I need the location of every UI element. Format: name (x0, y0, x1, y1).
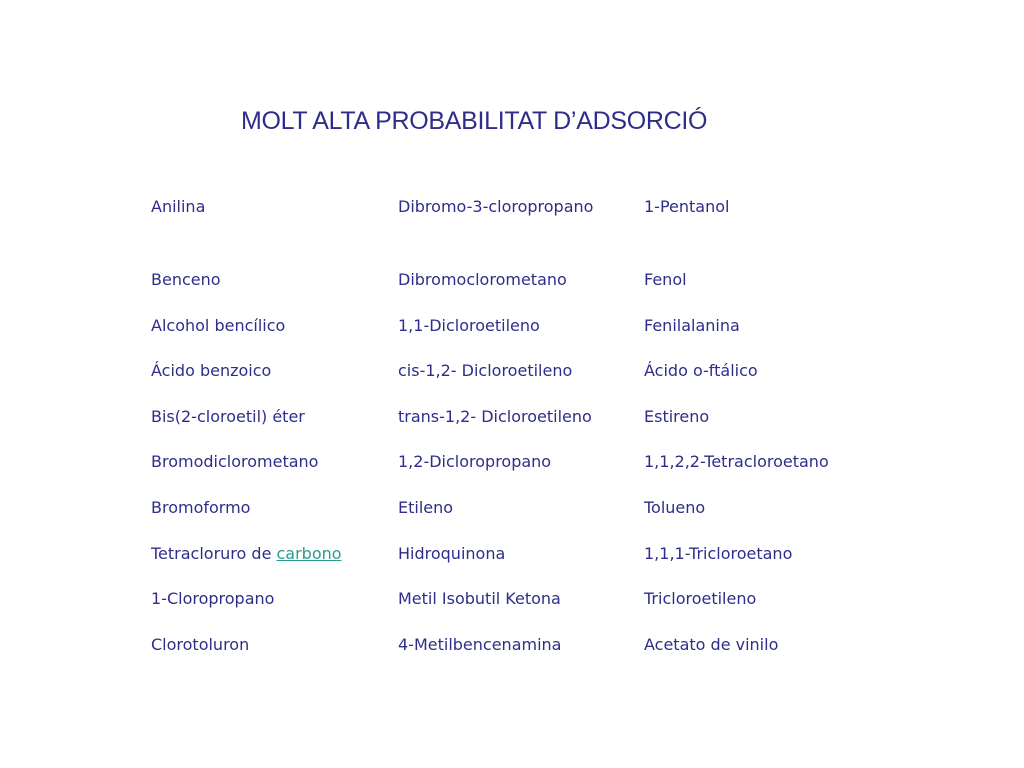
list-item (398, 590, 593, 636)
list-item (151, 636, 342, 682)
compound-name: Hidroquinona (398, 543, 506, 563)
list-item (398, 271, 593, 317)
list-item (398, 408, 593, 454)
list-item (151, 408, 342, 454)
column-3 (644, 198, 829, 681)
list-item (151, 317, 342, 363)
compound-name: 1,1,1-Tricloroetano (644, 543, 793, 563)
compound-name: Bis(2-cloroetil) éter (151, 406, 305, 426)
list-item (644, 636, 829, 682)
compound-name: Etileno (398, 497, 454, 517)
compound-name: Fenilalanina (644, 315, 740, 335)
compound-name: 1-Pentanol (644, 197, 730, 216)
list-item (398, 198, 593, 271)
list-item (398, 636, 593, 682)
compound-name: Tetracloruro de (151, 543, 277, 563)
compound-name: Estireno (644, 406, 710, 426)
compound-name: cis-1,2- Dicloroetileno (398, 361, 573, 381)
list-item (644, 545, 829, 591)
compound-name: 1,1-Dicloroetileno (398, 315, 540, 335)
list-item (644, 453, 829, 499)
carbono-link[interactable]: carbono (276, 543, 342, 563)
list-item (644, 590, 829, 636)
list-item (151, 590, 342, 636)
list-item (151, 271, 342, 317)
compound-name: Alcohol bencílico (151, 315, 286, 335)
list-item (151, 198, 342, 271)
compound-name: trans-1,2- Dicloroetileno (398, 406, 592, 426)
list-item (398, 362, 593, 408)
list-item (151, 362, 342, 408)
compound-name: Bromoformo (151, 497, 251, 517)
list-item (644, 271, 829, 317)
compound-name: Acetato de vinilo (644, 634, 779, 654)
compound-name: Ácido o-ftálico (644, 361, 758, 381)
list-item (398, 317, 593, 363)
compound-name: Dibromoclorometano (398, 270, 567, 289)
list-item (151, 545, 342, 591)
compound-name: Fenol (644, 270, 687, 289)
compound-name: Anilina (151, 197, 206, 216)
compound-name: Bromodiclorometano (151, 452, 319, 472)
list-item (644, 317, 829, 363)
list-item (644, 499, 829, 545)
list-item (398, 545, 593, 591)
compound-name: 4-Metilbencenamina (398, 634, 562, 654)
compound-name: 1,1,2,2-Tetracloroetano (644, 452, 829, 472)
compound-name: Tolueno (644, 497, 706, 517)
list-item (644, 408, 829, 454)
compound-name: Benceno (151, 270, 221, 289)
list-item (151, 453, 342, 499)
list-item (398, 453, 593, 499)
compound-name: 1-Cloropropano (151, 589, 275, 609)
column-2 (398, 198, 593, 681)
list-item (398, 499, 593, 545)
list-item (644, 198, 829, 271)
list-item (151, 499, 342, 545)
compound-name: Tricloroetileno (644, 589, 757, 609)
list-item (644, 362, 829, 408)
compound-name: 1,2-Dicloropropano (398, 452, 552, 472)
compound-name: Clorotoluron (151, 634, 250, 654)
compound-name: Metil Isobutil Ketona (398, 589, 561, 609)
column-1 (151, 198, 342, 681)
compound-name: Dibromo-3-cloropropano (398, 197, 594, 216)
compound-name: Ácido benzoico (151, 361, 272, 381)
slide-title: MOLT ALTA PROBABILITAT D’ADSORCIÓ (241, 107, 708, 135)
